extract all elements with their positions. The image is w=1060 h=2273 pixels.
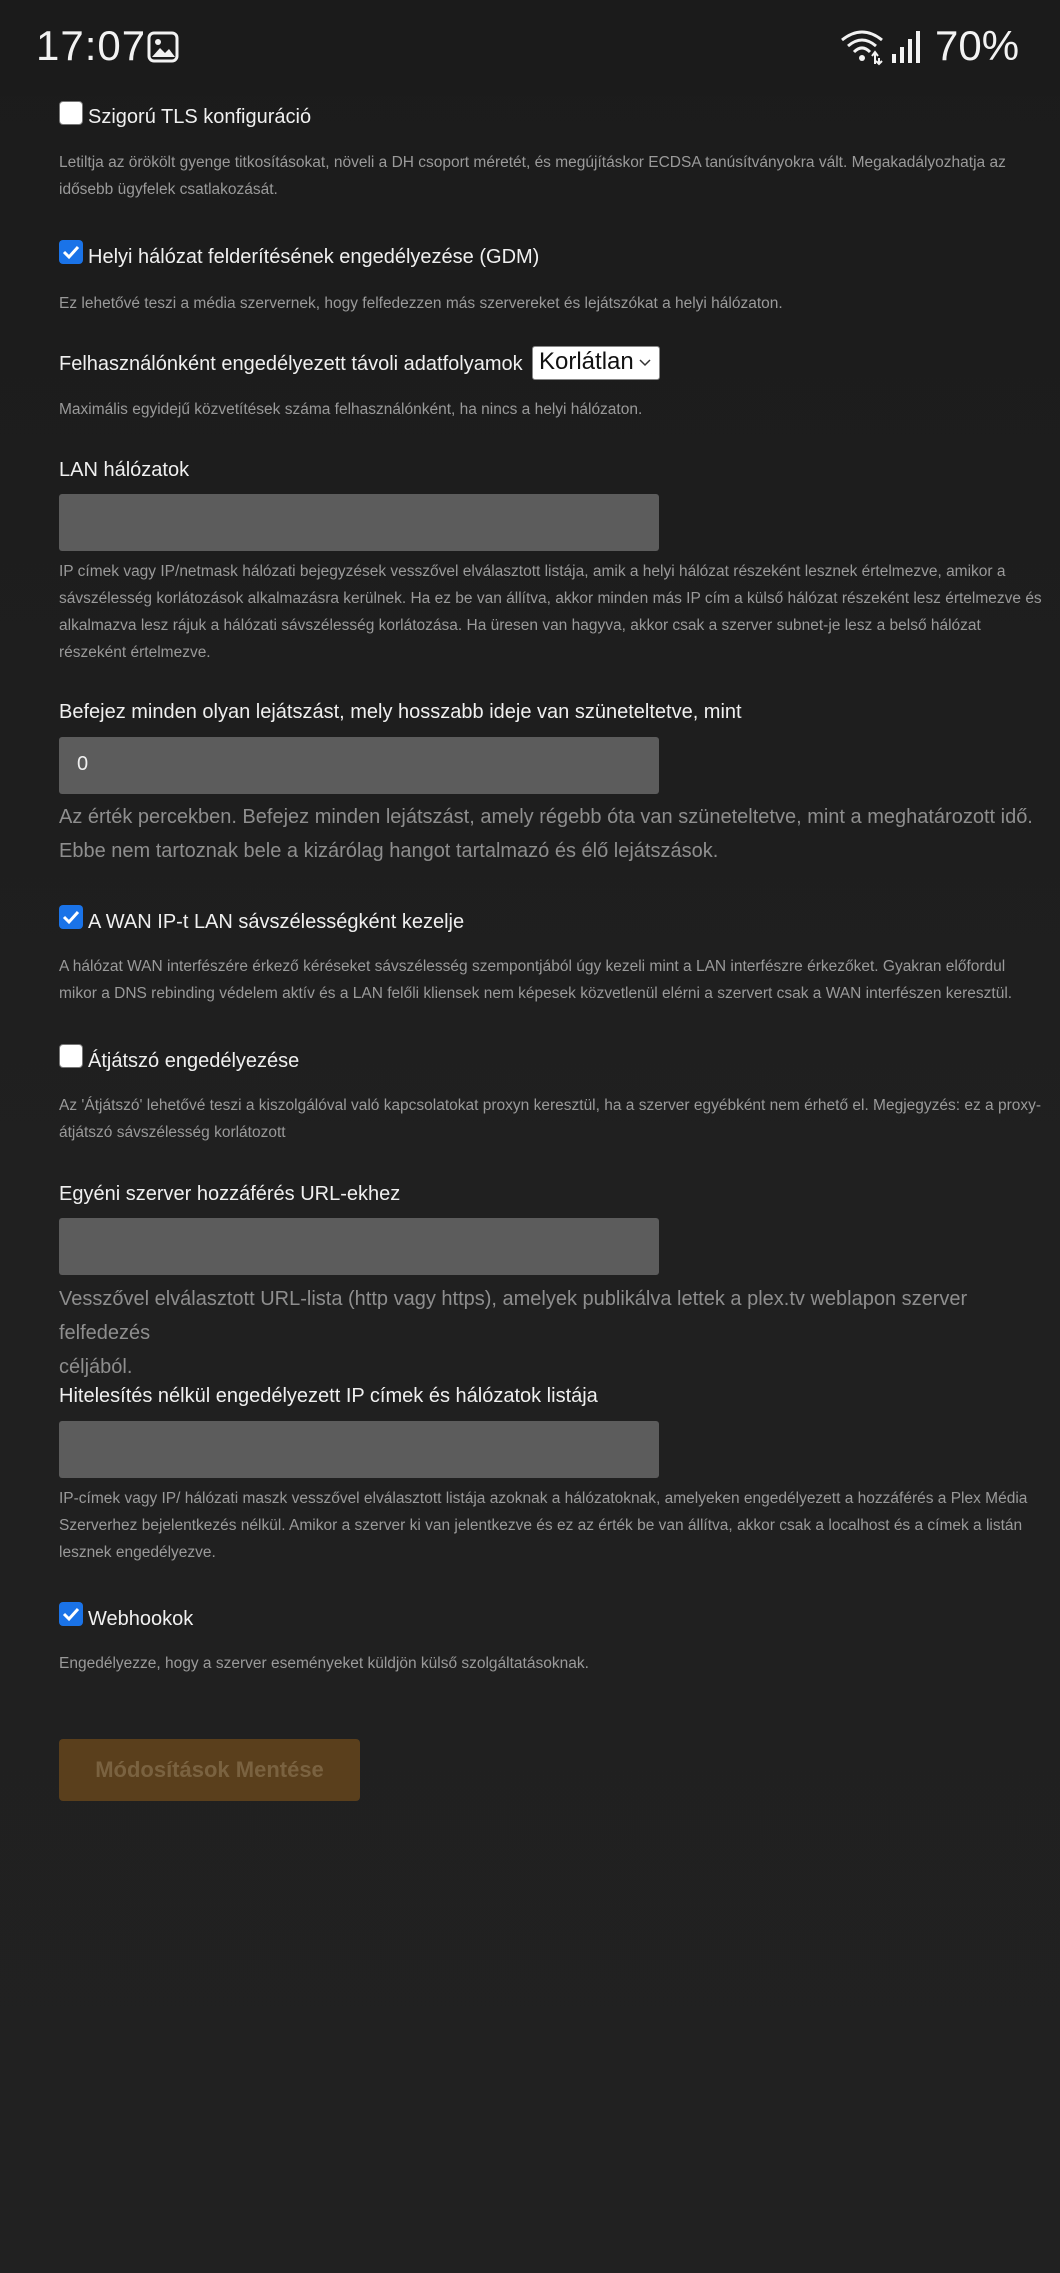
wifi-icon: [840, 28, 884, 66]
help-line: lesznek engedélyezve.: [59, 1544, 216, 1561]
help-line: Szerverhez bejelentkezés nélkül. Amikor a szerver ki van jelentkezve és ez az érték be van állítva, akkor csak a localhost és a címek a listán: [59, 1517, 1023, 1534]
lan-networks-input[interactable]: [59, 494, 659, 551]
help-line: céljából.: [59, 1356, 133, 1378]
strict-tls-help: [59, 149, 1006, 203]
custom-urls-label: Egyéni szerver hozzáférés URL-ekhez: [59, 1183, 401, 1205]
relay-help: [59, 1092, 1041, 1146]
custom-urls-help: [59, 1282, 1060, 1384]
checkmark-icon: [61, 242, 81, 262]
gallery-icon: [147, 31, 179, 63]
wan-as-lan-label: A WAN IP-t LAN sávszélességként kezelje: [88, 911, 465, 933]
relay-label: Átjátszó engedélyezése: [88, 1050, 300, 1072]
relay-checkbox[interactable]: [59, 1044, 83, 1068]
lan-networks-label: LAN hálózatok: [59, 459, 190, 481]
help-line: Letiltja az örökölt gyenge titkosításokat, növeli a DH csoport méretét, és megújításkor ECDSA tanúsítványokra vált. Megakadályozhatja az: [59, 154, 1006, 171]
no-auth-list-input[interactable]: [59, 1421, 659, 1478]
help-line: Vesszővel elválasztott URL-lista (http vagy https), amelyek publikálva lettek a plex.tv weblapon szerver felfedezés: [59, 1288, 968, 1344]
signal-icon: [890, 30, 922, 64]
remote-streams-help: Maximális egyidejű közvetítések száma felhasználónként, ha nincs a helyi hálózaton.: [59, 401, 643, 418]
gdm-help: Ez lehetővé teszi a média szervernek, hogy felfedezzen más szervereket és lejátszókat a helyi hálózaton.: [59, 295, 783, 312]
gdm-label: Helyi hálózat felderítésének engedélyezése (GDM): [88, 246, 540, 268]
strict-tls-label: Szigorú TLS konfiguráció: [88, 106, 312, 128]
help-line: idősebb ügyfelek csatlakozását.: [59, 181, 278, 198]
paused-timeout-help: [59, 800, 1033, 868]
help-line: sávszélesség korlátozások alkalmazásra kerülnek. Ha ez be van állítva, akkor minden más IP cím a külső hálózat részeként lesz értelmezve és: [59, 590, 1042, 607]
status-time: 17:07: [36, 22, 147, 69]
wan-as-lan-checkbox[interactable]: [59, 905, 83, 929]
remote-streams-select[interactable]: [532, 346, 660, 380]
gdm-checkbox[interactable]: [59, 240, 83, 264]
help-line: alkalmazva lesz rájuk a hálózati sávszélesség korlátozása. Ha üresen van hagyva, akkor csak a szerver subnet-je lesz a belső hálózat: [59, 617, 981, 634]
webhooks-help: Engedélyezze, hogy a szerver eseményeket küldjön külső szolgáltatásoknak.: [59, 1655, 589, 1672]
help-line: IP címek vagy IP/netmask hálózati bejegyzések vesszővel elválasztott listája, amik a helyi hálózat részeként lesznek értelmezve, amikor a: [59, 563, 1006, 580]
help-line: A hálózat WAN interfészére érkező kéréseket sávszélesség szempontjából úgy kezeli mint a LAN interfészre érkezőket. Gyakran előfordul: [59, 958, 1006, 975]
checkmark-icon: [61, 1604, 81, 1624]
help-line: IP-címek vagy IP/ hálózati maszk vesszővel elválasztott listája azoknak a hálózatoknak, amelyeken engedélyezett a hozzáférés a Plex Média: [59, 1490, 1028, 1507]
status-bar: [0, 0, 1060, 96]
help-line: Ebbe nem tartoznak bele a kizárólag hangot tartalmazó és élő lejátszások.: [59, 840, 719, 862]
remote-streams-label: Felhasználónként engedélyezett távoli adatfolyamok: [59, 353, 523, 375]
lan-networks-help: [59, 558, 1042, 666]
wan-as-lan-help: [59, 953, 1012, 1007]
no-auth-list-help: [59, 1485, 1027, 1566]
checkmark-icon: [61, 907, 81, 927]
chevron-down-icon: [638, 358, 652, 368]
strict-tls-checkbox[interactable]: [59, 101, 83, 125]
help-line: részeként értelmezve.: [59, 644, 211, 661]
remote-streams-value: Korlátlan: [539, 348, 634, 375]
no-auth-list-label: Hitelesítés nélkül engedélyezett IP címek és hálózatok listája: [59, 1385, 598, 1407]
battery-level: 70%: [935, 22, 1020, 69]
paused-timeout-input[interactable]: 0: [59, 737, 659, 794]
webhooks-label: Webhookok: [88, 1608, 194, 1630]
help-line: Az 'Átjátszó' lehetővé teszi a kiszolgálóval való kapcsolatokat proxyn keresztül, ha a szerver egyébként nem érhető el. Megjegyzés: ez a proxy-: [59, 1097, 1042, 1114]
custom-urls-input[interactable]: [59, 1218, 659, 1275]
webhooks-checkbox[interactable]: [59, 1602, 83, 1626]
help-line: átjátszó sávszélesség korlátozott: [59, 1124, 286, 1141]
save-changes-button[interactable]: Módosítások Mentése: [59, 1739, 360, 1801]
help-line: Az érték percekben. Befejez minden lejátszást, amely régebb óta van szüneteltetve, mint a meghatározott idő.: [59, 806, 1033, 828]
help-line: mikor a DNS rebinding védelem aktív és a LAN felőli kliensek nem képesek közvetlenül elérni a szervert csak a WAN interfészen keresztül.: [59, 985, 1013, 1002]
paused-timeout-label: Befejez minden olyan lejátszást, mely hosszabb ideje van szüneteltetve, mint: [59, 701, 742, 723]
